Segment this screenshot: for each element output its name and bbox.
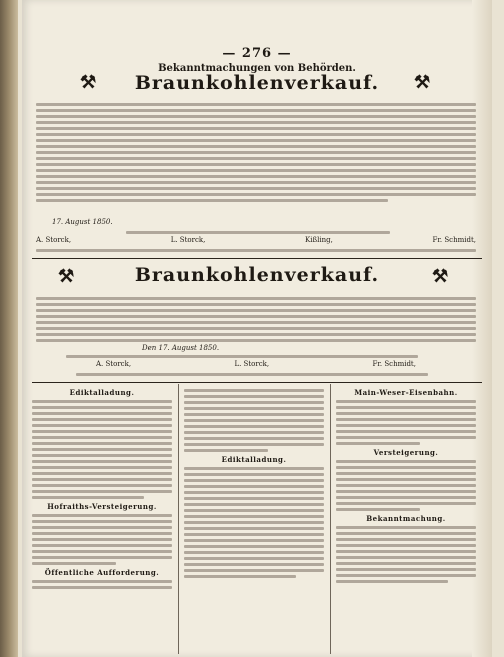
- column-heading: Ediktalladung.: [69, 388, 135, 397]
- column-heading: Versteigerung.: [373, 448, 439, 457]
- newspaper-page: [22, 0, 492, 657]
- column-heading: Bekanntmachung.: [366, 514, 446, 523]
- section-title: Bekanntmachungen von Behörden.: [158, 63, 356, 74]
- hammer-icon: ⚒: [432, 266, 449, 287]
- signature-name: A. Storck,: [36, 236, 72, 244]
- notice1-signatures: [36, 236, 476, 244]
- signature-name: Kißling,: [305, 236, 333, 244]
- column-heading: Main-Weser-Eisenbahn.: [354, 388, 458, 397]
- notice1-date: 17. August 1850.: [52, 218, 113, 226]
- signature-name: L. Storck,: [234, 360, 270, 368]
- column-heading: Hofraiths-Versteigerung.: [47, 502, 157, 511]
- column-right: [336, 386, 476, 651]
- column-heading: Öffentliche Aufforderung.: [44, 568, 160, 577]
- notice2-titles: [36, 370, 476, 379]
- divider: [32, 258, 482, 259]
- notice1-title: Braunkohlenverkauf.: [134, 72, 380, 94]
- hammer-icon: ⚒: [414, 72, 431, 93]
- hammer-icon: ⚒: [80, 72, 97, 93]
- column-left: [32, 386, 172, 651]
- signature-name: Fr. Schmidt,: [432, 236, 476, 244]
- book-binding: [0, 0, 18, 657]
- column-heading: Ediktalladung.: [221, 455, 287, 464]
- notice1-titles: [36, 246, 476, 255]
- signature-name: Fr. Schmidt,: [372, 360, 416, 368]
- page-header: [22, 46, 492, 74]
- page-number: — 276 —: [222, 46, 292, 61]
- column-middle: [184, 386, 324, 651]
- notice2-signatures: [36, 360, 476, 368]
- notice2-date: Den 17. August 1850.: [142, 344, 220, 352]
- column-divider: [330, 384, 331, 654]
- hammer-icon: ⚒: [58, 266, 75, 287]
- column-divider: [178, 384, 179, 654]
- signature-name: A. Storck,: [96, 360, 132, 368]
- signature-name: L. Storck,: [170, 236, 206, 244]
- notice2-body: [36, 294, 476, 345]
- notice2-title: Braunkohlenverkauf.: [134, 264, 380, 286]
- divider: [32, 382, 482, 383]
- notice1-body: [36, 100, 476, 205]
